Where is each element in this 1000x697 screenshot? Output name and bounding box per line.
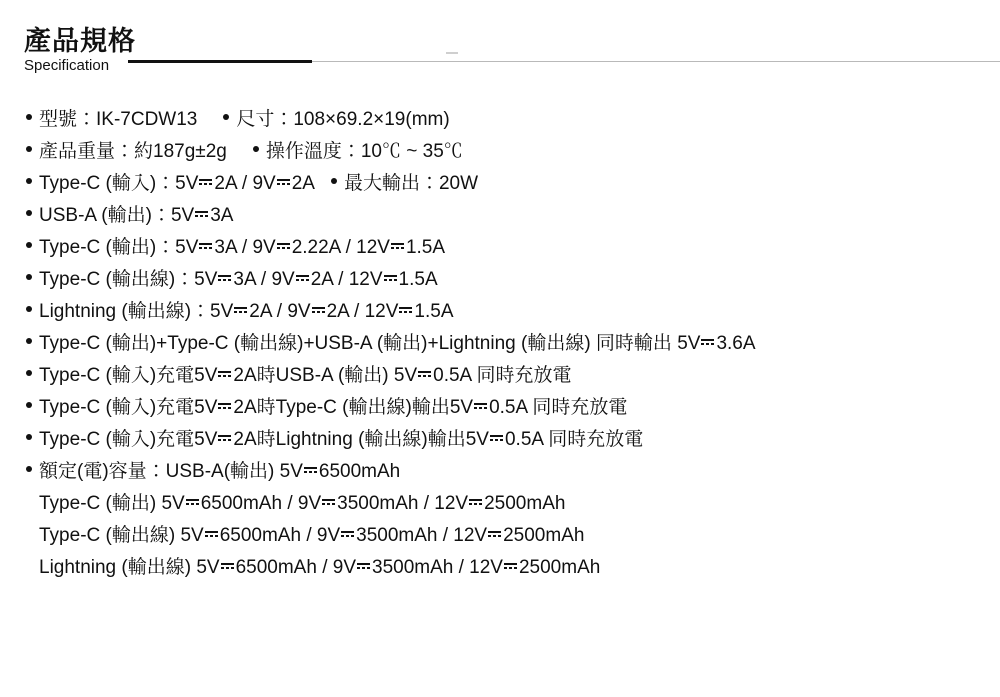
spec-text: 6500mAh / 9V: [219, 525, 341, 546]
bullet-icon: [223, 114, 229, 120]
dc-voltage-icon: [199, 241, 212, 250]
spec-item: [223, 104, 449, 136]
spec-text: 額定(電)容量：USB-A(輸出) 5V: [39, 461, 303, 482]
spec-row: [26, 264, 982, 296]
spec-item: [26, 520, 584, 552]
spec-text: 0.5A 同時充放電: [489, 397, 628, 418]
dc-voltage-icon: [490, 433, 503, 442]
spec-text: Type-C (輸出線) 5V: [39, 525, 204, 546]
spec-item: [26, 360, 571, 392]
header-titles: [24, 26, 274, 75]
spec-text: 2A / 9V: [214, 173, 276, 194]
bullet-icon: [253, 146, 259, 152]
dc-voltage-icon: [277, 177, 290, 186]
page-title-en: Specification: [24, 57, 110, 74]
dc-voltage-icon: [312, 305, 325, 314]
bullet-icon: [26, 434, 32, 440]
spec-row: [26, 168, 982, 200]
spec-item: [26, 200, 233, 232]
spec-text: 3A / 9V: [233, 269, 295, 290]
spec-text: Lightning (輸出線) 5V: [39, 557, 220, 578]
bullet-icon: [26, 146, 32, 152]
dc-voltage-icon: [399, 305, 412, 314]
spec-item: [26, 168, 315, 200]
spec-text: 型號：IK-7CDW13: [39, 109, 198, 130]
spec-item: [26, 328, 756, 360]
dc-voltage-icon: [418, 369, 431, 378]
spec-text: 0.5A 同時充放電: [504, 429, 644, 450]
page-title-zh: 產品規格: [24, 26, 136, 56]
spec-text: 2A時Type-C (輸出線)輸出5V: [233, 397, 474, 418]
spec-text: Lightning (輸出線)：5V: [39, 301, 234, 322]
bullet-icon: [26, 178, 32, 184]
spec-item: [26, 296, 454, 328]
dc-voltage-icon: [384, 273, 397, 282]
dc-voltage-icon: [277, 241, 290, 250]
bullet-icon: [26, 210, 32, 216]
dc-voltage-icon: [186, 497, 199, 506]
spec-row: [26, 232, 982, 264]
spec-text: Type-C (輸入)充電5V: [39, 397, 218, 418]
dc-voltage-icon: [391, 241, 404, 250]
spec-text: 產品重量：約187g±2g: [39, 141, 227, 162]
spec-row: [26, 392, 982, 424]
bullet-icon: [26, 114, 32, 120]
spec-item: [26, 392, 627, 424]
dc-voltage-icon: [357, 561, 370, 570]
dc-voltage-icon: [341, 529, 354, 538]
spec-text: 2A時USB-A (輸出) 5V: [233, 365, 418, 386]
spec-text: 1.5A: [414, 301, 454, 322]
spec-text: Type-C (輸出)：5V: [39, 237, 199, 258]
dc-voltage-icon: [218, 401, 231, 410]
spec-text: 3500mAh / 12V: [356, 525, 488, 546]
spec-row: [26, 136, 982, 168]
dc-voltage-icon: [322, 497, 335, 506]
spec-row: [26, 296, 982, 328]
spec-text: 2A: [291, 173, 315, 194]
spec-text: USB-A (輸出)：5V: [39, 205, 195, 226]
spec-text: Type-C (輸入)：5V: [39, 173, 199, 194]
spec-header: [24, 26, 976, 88]
spec-row: [26, 360, 982, 392]
spec-item: [26, 264, 438, 296]
spec-text: 3500mAh / 12V: [337, 493, 469, 514]
spec-text: 尺寸：108×69.2×19(mm): [236, 109, 450, 130]
bullet-icon: [26, 466, 32, 472]
spec-text: 0.5A 同時充放電: [433, 365, 572, 386]
dc-voltage-icon: [199, 177, 212, 186]
dc-voltage-icon: [504, 561, 517, 570]
dc-voltage-icon: [304, 465, 317, 474]
dc-voltage-icon: [488, 529, 501, 538]
spec-row: [26, 456, 982, 488]
spec-item: [26, 552, 600, 584]
spec-text: 6500mAh: [318, 461, 401, 482]
spec-text: 6500mAh / 9V: [200, 493, 322, 514]
spec-item: [331, 168, 478, 200]
dc-voltage-icon: [221, 561, 234, 570]
spec-row: [26, 104, 982, 136]
spec-text: 1.5A: [398, 269, 438, 290]
spec-text: 3.6A: [716, 333, 756, 354]
spec-text: Type-C (輸出)+Type-C (輸出線)+USB-A (輸出)+Lightning (輸出線) 同時輸出 5V: [39, 333, 701, 354]
spec-text: Type-C (輸出線)：5V: [39, 269, 218, 290]
dc-voltage-icon: [218, 273, 231, 282]
spec-text: 3500mAh / 12V: [372, 557, 503, 578]
bullet-icon: [26, 338, 32, 344]
bullet-icon: [26, 274, 32, 280]
spec-row: [26, 424, 982, 456]
spec-item: [26, 456, 400, 488]
bullet-icon: [331, 178, 337, 184]
spec-item: [26, 104, 197, 136]
spec-text: 3A / 9V: [214, 237, 276, 258]
dc-voltage-icon: [218, 369, 231, 378]
spec-text: 1.5A: [405, 237, 446, 258]
spec-text: 6500mAh / 9V: [235, 557, 356, 578]
spec-row-continuation: [26, 552, 982, 584]
spec-text: Type-C (輸入)充電5V: [39, 365, 218, 386]
dc-voltage-icon: [195, 209, 208, 218]
dc-voltage-icon: [469, 497, 482, 506]
spec-row: [26, 200, 982, 232]
bullet-icon: [26, 306, 32, 312]
dc-voltage-icon: [474, 401, 487, 410]
header-tick-mark: [446, 52, 458, 54]
spec-text: 2.22A / 12V: [291, 237, 390, 258]
spec-text: 2A / 12V: [310, 269, 383, 290]
dc-voltage-icon: [701, 337, 714, 346]
bullet-icon: [26, 402, 32, 408]
dc-voltage-icon: [296, 273, 309, 282]
spec-text: 2500mAh: [518, 557, 601, 578]
header-rule-thin: [312, 61, 1000, 62]
spec-row-continuation: [26, 488, 982, 520]
spec-text: 2500mAh: [484, 493, 566, 514]
spec-text: Type-C (輸入)充電5V: [39, 429, 218, 450]
spec-item: [26, 424, 643, 456]
spec-text: 2A / 12V: [326, 301, 399, 322]
spec-text: 3A: [210, 205, 234, 226]
specification-list: [26, 104, 982, 584]
spec-text: Type-C (輸出) 5V: [39, 493, 185, 514]
dc-voltage-icon: [205, 529, 218, 538]
spec-text: 2A時Lightning (輸出線)輸出5V: [233, 429, 489, 450]
dc-voltage-icon: [234, 305, 247, 314]
spec-text: 2A / 9V: [249, 301, 311, 322]
spec-row: [26, 328, 982, 360]
bullet-icon: [26, 370, 32, 376]
dc-voltage-icon: [218, 433, 231, 442]
spec-item: [26, 488, 565, 520]
spec-text: 操作溫度：10℃ ~ 35℃: [265, 141, 463, 162]
spec-item: [253, 136, 463, 168]
spec-item: [26, 136, 227, 168]
spec-row-continuation: [26, 520, 982, 552]
spec-text: 2500mAh: [503, 525, 585, 546]
spec-text: 最大輸出：20W: [343, 173, 479, 194]
spec-item: [26, 232, 445, 264]
bullet-icon: [26, 242, 32, 248]
header-rule-thick: [128, 60, 312, 63]
